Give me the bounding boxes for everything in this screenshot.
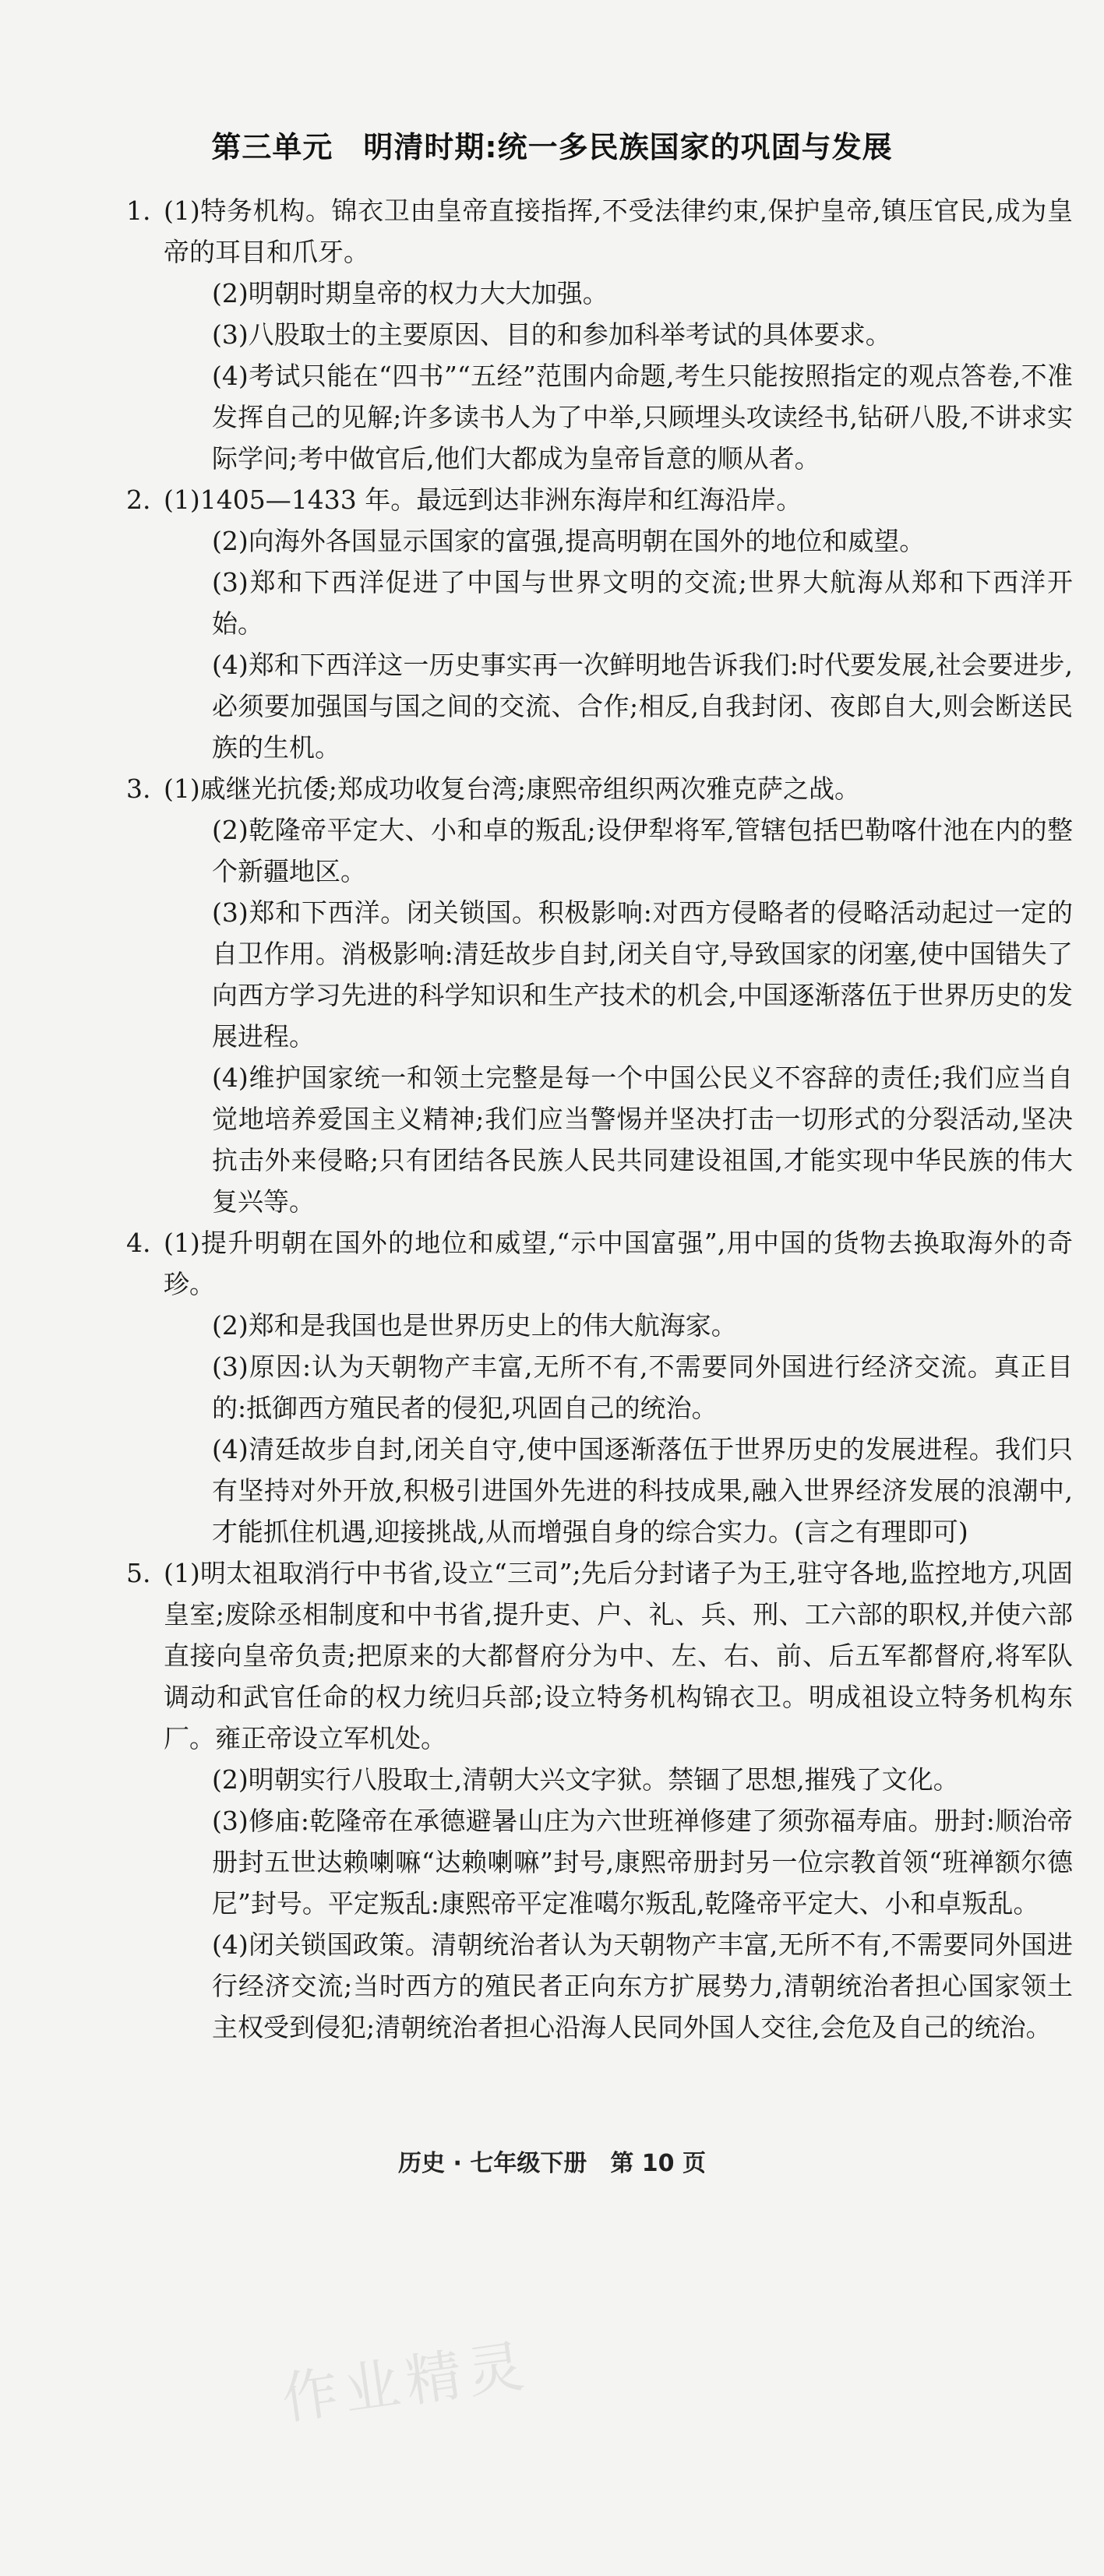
question-1 (126, 190, 1073, 479)
question-2-part-2 (126, 520, 1073, 562)
question-2-part-3 (126, 562, 1073, 644)
answer-text: (4)闭关锁国政策。清朝统治者认为天朝物产丰富,无所不有,不需要同外国进行经济交流;当时西方的殖民者正向东方扩展势力,清朝统治者担心国家领土主权受到侵犯;清朝统治者担心沿海人民同外国人交往,会危及自己的统治。 (212, 1929, 1073, 2042)
question-4-part-1 (126, 1222, 1073, 1305)
watermark: 作业精灵 (277, 2332, 534, 2432)
question-5-part-4 (126, 1924, 1073, 2048)
question-3-part-3 (126, 892, 1073, 1057)
question-4-part-2 (126, 1305, 1073, 1346)
answer-text: (1)明太祖取消行中书省,设立“三司”;先后分封诸子为王,驻守各地,监控地方,巩固皇室;废除丞相制度和中书省,提升吏、户、礼、兵、刑、工六部的职权,并使六部直接向皇帝负责;把原来的大都督府分为中、左、右、前、后五军都督府,将军队调动和武官任命的权力统归兵部;设立特务机构锦衣卫。明成祖设立特务机构东厂。雍正帝设立军机处。 (164, 1558, 1073, 1753)
question-number: 5. (126, 1558, 151, 1588)
answer-text: (3)原因:认为天朝物产丰富,无所不有,不需要同外国进行经济交流。真正目的:抵御西方殖民者的侵犯,巩固自己的统治。 (212, 1351, 1073, 1423)
question-4-part-3 (126, 1346, 1073, 1429)
question-2-part-4 (126, 644, 1073, 768)
answer-text: (3)郑和下西洋促进了中国与世界文明的交流;世界大航海从郑和下西洋开始。 (212, 567, 1073, 639)
question-1-part-3 (126, 314, 1073, 355)
answer-text: (4)维护国家统一和领土完整是每一个中国公民义不容辞的责任;我们应当自觉地培养爱国主义精神;我们应当警惕并坚决打击一切形式的分裂活动,坚决抗击外来侵略;只有团结各民族人民共同建设祖国,才能实现中华民族的伟大复兴等。 (212, 1062, 1073, 1217)
question-4 (126, 1222, 1073, 1552)
question-4-part-4 (126, 1429, 1073, 1552)
answer-text: (3)郑和下西洋。闭关锁国。积极影响:对西方侵略者的侵略活动起过一定的自卫作用。消极影响:清廷故步自封,闭关自守,导致国家的闭塞,使中国错失了向西方学习先进的科学知识和生产技术的机会,中国逐渐落伍于世界历史的发展进程。 (212, 897, 1073, 1052)
question-1-part-1 (126, 190, 1073, 273)
answer-text: (4)考试只能在“四书”“五经”范围内命题,考生只能按照指定的观点答卷,不准发挥自己的见解;许多读书人为了中举,只顾埋头攻读经书,钻研八股,不讲求实际学问;考中做官后,他们大都成为皇帝旨意的顺从者。 (212, 361, 1073, 474)
answer-text: (3)八股取士的主要原因、目的和参加科举考试的具体要求。 (212, 319, 891, 350)
answer-text: (2)明朝实行八股取士,清朝大兴文字狱。禁锢了思想,摧残了文化。 (212, 1764, 959, 1795)
question-5-part-2 (126, 1759, 1073, 1800)
answer-text: (2)郑和是我国也是世界历史上的伟大航海家。 (212, 1310, 737, 1341)
answer-text: (1)特务机构。锦衣卫由皇帝直接指挥,不受法律约束,保护皇帝,镇压官民,成为皇帝的耳目和爪牙。 (164, 196, 1073, 267)
answer-text: (3)修庙:乾隆帝在承德避暑山庄为六世班禅修建了须弥福寿庙。册封:顺治帝册封五世达赖喇嘛“达赖喇嘛”封号,康熙帝册封另一位宗教首领“班禅额尔德尼”封号。平定叛乱:康熙帝平定准噶尔叛乱,乾隆帝平定大、小和卓叛乱。 (212, 1806, 1073, 1919)
answer-text: (1)戚继光抗倭;郑成功收复台湾;康熙帝组织两次雅克萨之战。 (164, 774, 860, 804)
question-5-part-3 (126, 1800, 1073, 1924)
answer-text: (2)乾隆帝平定大、小和卓的叛乱;设伊犁将军,管辖包括巴勒喀什池在内的整个新疆地区。 (212, 815, 1073, 886)
question-2 (126, 479, 1073, 768)
answer-text: (1)1405—1433 年。最远到达非洲东海岸和红海沿岸。 (164, 485, 802, 515)
question-1-part-2 (126, 273, 1073, 314)
question-3-part-2 (126, 809, 1073, 892)
question-3-part-1 (126, 768, 1073, 809)
question-5 (126, 1552, 1073, 2048)
question-number: 4. (126, 1228, 151, 1258)
answer-text: (1)提升明朝在国外的地位和威望,“示中国富强”,用中国的货物去换取海外的奇珍。 (164, 1228, 1073, 1299)
answer-list (126, 190, 1073, 2048)
question-number: 1. (126, 196, 151, 226)
question-5-part-1 (126, 1552, 1073, 1759)
question-1-part-4 (126, 355, 1073, 479)
question-3-part-4 (126, 1057, 1073, 1222)
page-footer: 历史 · 七年级下册 第 10 页 (398, 2150, 706, 2177)
answer-text: (4)郑和下西洋这一历史事实再一次鲜明地告诉我们:时代要发展,社会要进步,必须要加强国与国之间的交流、合作;相反,自我封闭、夜郎自大,则会断送民族的生机。 (212, 650, 1073, 763)
question-3 (126, 768, 1073, 1222)
answer-text: (4)清廷故步自封,闭关自守,使中国逐渐落伍于世界历史的发展进程。我们只有坚持对外开放,积极引进国外先进的科技成果,融入世界经济发展的浪潮中,才能抓住机遇,迎接挑战,从而增强自身的综合实力。(言之有理即可) (212, 1434, 1073, 1547)
answer-text: (2)明朝时期皇帝的权力大大加强。 (212, 278, 608, 308)
question-number: 2. (126, 485, 151, 515)
question-2-part-1 (126, 479, 1073, 520)
answer-text: (2)向海外各国显示国家的富强,提高明朝在国外的地位和威望。 (212, 526, 926, 556)
question-number: 3. (126, 774, 151, 804)
unit-title: 第三单元 明清时期:统一多民族国家的巩固与发展 (211, 130, 893, 164)
